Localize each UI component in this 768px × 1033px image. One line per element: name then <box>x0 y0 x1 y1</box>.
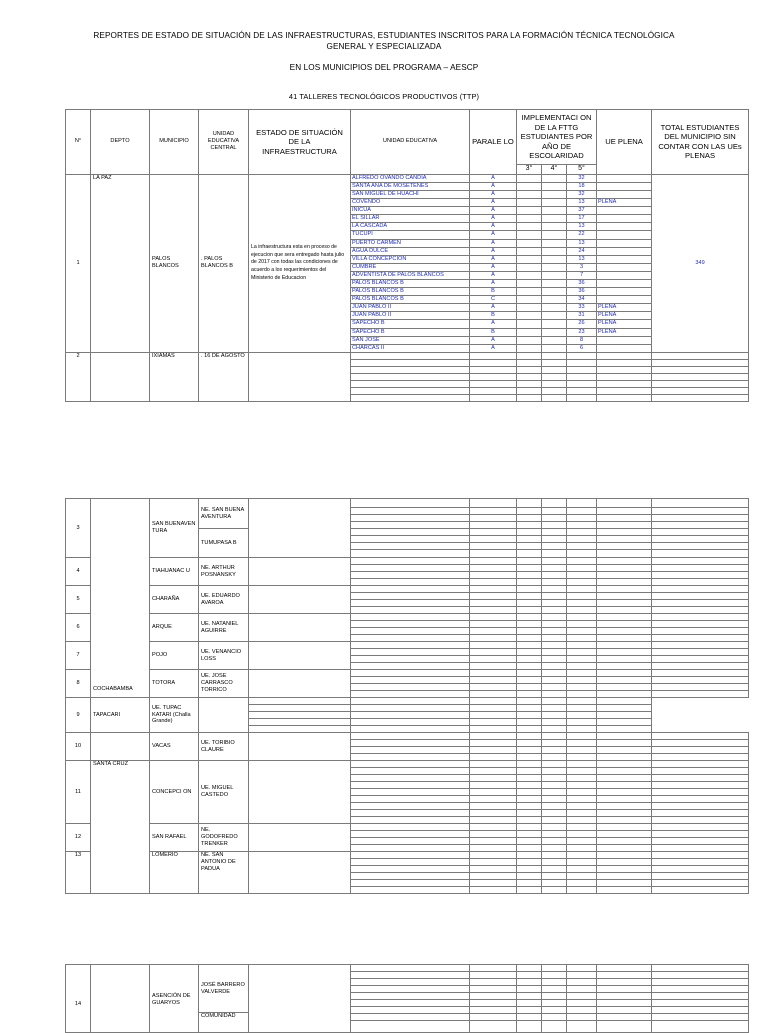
row-depto: LA PAZ <box>91 174 150 352</box>
school-name: AGUA DULCE <box>351 247 470 255</box>
school-paralelo: A <box>470 239 517 247</box>
school-name: CUMBRE <box>351 263 470 271</box>
row-num: 9 <box>66 698 91 733</box>
table-caption: 41 TALLERES TECNOLÓGICOS PRODUCTIVOS (TTP) <box>288 92 480 101</box>
row-ue-central: . 16 DE AGOSTO <box>199 352 249 401</box>
school-plena <box>597 182 652 190</box>
school-y5: 36 <box>567 279 597 287</box>
school-paralelo: A <box>470 199 517 207</box>
school-paralelo: A <box>470 182 517 190</box>
col-header-ue-central: UNIDAD EDUCATIVA CENTRAL <box>199 110 249 175</box>
school-paralelo: B <box>470 288 517 296</box>
school-paralelo: B <box>470 328 517 336</box>
col-header-num: N° <box>66 110 91 175</box>
school-paralelo: C <box>470 296 517 304</box>
row-municipio: CONCEPCI ON <box>150 761 199 824</box>
school-y5: 31 <box>567 312 597 320</box>
table-row <box>66 499 749 529</box>
row-municipio: ASENCIÓN DE GUARYOS <box>150 965 199 1033</box>
school-plena: PLENA <box>597 312 652 320</box>
col-header-ue-plena: UE PLENA <box>597 110 652 175</box>
row-ue-central: NE. GODOFREDO TRENKER <box>199 824 249 852</box>
school-y5: 22 <box>567 231 597 239</box>
school-name: JUAN PABLO II <box>351 312 470 320</box>
row-municipio: IXIAMAS <box>150 352 199 401</box>
col-header-total: TOTAL ESTUDIANTES DEL MUNICIPIO SIN CONTAR CON LAS UEs PLENAS <box>652 110 749 175</box>
row-num: 11 <box>66 761 91 824</box>
school-plena <box>597 279 652 287</box>
row-num: 10 <box>66 733 91 761</box>
school-name: SAPECHO B <box>351 320 470 328</box>
school-name: PALOS BLANCOS B <box>351 296 470 304</box>
school-plena <box>597 247 652 255</box>
school-paralelo: A <box>470 304 517 312</box>
school-plena <box>597 223 652 231</box>
school-y5: 32 <box>567 190 597 198</box>
school-plena <box>597 263 652 271</box>
school-plena: PLENA <box>597 320 652 328</box>
row-ue-central: UE. EDUARDO AVAROA <box>199 586 249 614</box>
col-header-year5: 5° <box>567 165 597 175</box>
row-municipio: LOMERIO <box>150 852 199 894</box>
school-name: CHARCAS II <box>351 344 470 352</box>
row-num: 5 <box>66 586 91 614</box>
col-header-estado: ESTADO DE SITUACIÓN DE LA INFRAESTRUCTURA <box>249 110 351 175</box>
school-paralelo: A <box>470 231 517 239</box>
school-y5: 26 <box>567 320 597 328</box>
school-paralelo: B <box>470 312 517 320</box>
table-row <box>66 733 749 761</box>
school-paralelo: A <box>470 320 517 328</box>
row-ue-central-2: COMUNIDAD <box>199 1013 249 1033</box>
row-ue-central: UE. TORIBIO CLAURE <box>199 733 249 761</box>
school-plena <box>597 190 652 198</box>
school-paralelo: A <box>470 247 517 255</box>
table-row <box>66 698 749 733</box>
col-header-depto: DEPTO <box>91 110 150 175</box>
school-plena <box>597 239 652 247</box>
row-ue-central: UE. JOSE CARRASCO TORRICO <box>199 670 249 698</box>
school-y5: 3 <box>567 263 597 271</box>
school-paralelo: A <box>470 271 517 279</box>
school-name: LA CASCADA <box>351 223 470 231</box>
school-plena <box>597 231 652 239</box>
school-name: INICUA <box>351 207 470 215</box>
school-paralelo: A <box>470 223 517 231</box>
school-paralelo: A <box>470 215 517 223</box>
school-name: EL SILLAR <box>351 215 470 223</box>
school-plena <box>597 215 652 223</box>
col-header-ue: UNIDAD EDUCATIVA <box>351 110 470 175</box>
school-y5: 7 <box>567 271 597 279</box>
row-num: 14 <box>66 965 91 1033</box>
school-plena <box>597 296 652 304</box>
row-estado: La infraestructura esta en proceso de ejecucion que sera entregado hasta julio de 2017 con todas las condiciones de acuerdo a los requerimientos del Ministerio de Educacion <box>249 174 351 352</box>
school-paralelo: A <box>470 336 517 344</box>
school-name: ALFREDO OVANDO CANDIA <box>351 174 470 182</box>
school-y5: 13 <box>567 239 597 247</box>
row-ue-central: UE. TUPAC KATARI (Challa Grande) <box>150 698 199 733</box>
row-ue-central: UE. NATANIEL AGUIRRE <box>199 614 249 642</box>
table-row <box>66 965 749 1013</box>
school-name: SAPECHO B <box>351 328 470 336</box>
school-plena <box>597 271 652 279</box>
table-block-3 <box>65 964 749 1033</box>
table-row <box>66 761 749 824</box>
row-municipio: TAPACARI <box>91 698 150 733</box>
school-paralelo: A <box>470 279 517 287</box>
school-name: ADVENTISTA DE PALOS BLANCOS <box>351 271 470 279</box>
row-municipio: TOTORA <box>150 670 199 698</box>
school-plena: PLENA <box>597 304 652 312</box>
row-municipio: TIAHUANAC U <box>150 558 199 586</box>
school-plena <box>597 288 652 296</box>
school-y5: 23 <box>567 328 597 336</box>
school-y5: 37 <box>567 207 597 215</box>
school-plena <box>597 344 652 352</box>
table-row <box>66 352 749 401</box>
school-name: COVENDO <box>351 199 470 207</box>
row-total: 349 <box>652 174 749 352</box>
school-paralelo: A <box>470 174 517 182</box>
report-subtitle: EN LOS MUNICIPIOS DEL PROGRAMA – AESCP <box>289 63 479 72</box>
school-y5: 17 <box>567 215 597 223</box>
table-row <box>66 586 749 614</box>
table-row <box>66 558 749 586</box>
row-municipio: POJO <box>150 642 199 670</box>
school-y5: 32 <box>567 174 597 182</box>
school-paralelo: A <box>470 255 517 263</box>
table-row <box>66 614 749 642</box>
school-plena: PLENA <box>597 328 652 336</box>
row-municipio: CHARAÑA <box>150 586 199 614</box>
row-ue-central: NE. SAN BUENA AVENTURA <box>199 499 249 529</box>
school-name: PALOS BLANCOS B <box>351 279 470 287</box>
school-plena <box>597 255 652 263</box>
school-paralelo: A <box>470 263 517 271</box>
school-name: VILLA CONCEPCIÓN <box>351 255 470 263</box>
school-plena <box>597 207 652 215</box>
table-row <box>66 174 749 182</box>
row-num: 12 <box>66 824 91 852</box>
table-row <box>66 824 749 852</box>
table-row <box>66 852 749 894</box>
school-paralelo: A <box>470 207 517 215</box>
row-municipio: PALOS BLANCOS <box>150 174 199 352</box>
school-paralelo: A <box>470 190 517 198</box>
col-header-implementacion: IMPLEMENTACI ON DE LA FTTG ESTUDIANTES POR AÑO DE ESCOLARIDAD <box>517 110 597 165</box>
row-municipio: SAN RAFAEL <box>150 824 199 852</box>
school-name: TUCUPI <box>351 231 470 239</box>
row-municipio: SAN BUENAVEN TURA <box>150 499 199 558</box>
main-table <box>65 109 749 402</box>
row-num: 3 <box>66 499 91 558</box>
col-header-municipio: MUNICIPIO <box>150 110 199 175</box>
school-y5: 34 <box>567 296 597 304</box>
col-header-year3: 3° <box>517 165 542 175</box>
school-y5: 13 <box>567 223 597 231</box>
school-y5: 6 <box>567 344 597 352</box>
school-name: SANTA ANA DE MOSETENES <box>351 182 470 190</box>
row-num: 1 <box>66 174 91 352</box>
row-num: 7 <box>66 642 91 670</box>
row-depto: SANTA CRUZ <box>91 761 150 894</box>
school-name: PALOS BLANCOS B <box>351 288 470 296</box>
school-paralelo: A <box>470 344 517 352</box>
row-ue-central: . PALOS BLANCOS B <box>199 174 249 352</box>
table-row <box>66 670 749 698</box>
row-ue-central: UE. MIGUEL CASTEDO <box>199 761 249 824</box>
school-name: PUERTO CARMEN <box>351 239 470 247</box>
school-plena <box>597 336 652 344</box>
row-num: 4 <box>66 558 91 586</box>
report-title-line1: REPORTES DE ESTADO DE SITUACIÓN DE LAS INFRAESTRUCTURAS, ESTUDIANTES INSCRITOS PARA LA FORMACIÓN TÉCNICA TECNOLÓGICA <box>93 31 675 40</box>
row-ue-central: NE. ARTHUR POSNANSKY <box>199 558 249 586</box>
school-y5: 13 <box>567 255 597 263</box>
school-y5: 8 <box>567 336 597 344</box>
row-municipio: ARQUE <box>150 614 199 642</box>
table-row <box>66 642 749 670</box>
row-num: 8 <box>66 670 91 698</box>
col-header-year4: 4° <box>542 165 567 175</box>
school-y5: 36 <box>567 288 597 296</box>
row-num: 6 <box>66 614 91 642</box>
school-name: JUAN PABLO II <box>351 304 470 312</box>
school-plena <box>597 174 652 182</box>
row-municipio: VACAS <box>150 733 199 761</box>
table-block-2 <box>65 498 749 894</box>
school-y5: 33 <box>567 304 597 312</box>
school-y5: 18 <box>567 182 597 190</box>
row-num: 2 <box>66 352 91 401</box>
row-ue-central: JOSÉ BARRERO VALVERDE <box>199 965 249 1013</box>
col-header-paralelo: PARALE LO <box>470 110 517 175</box>
row-ue-central: NE. SAN ANTONIO DE PADUA <box>199 852 249 894</box>
school-name: SAN JOSÉ <box>351 336 470 344</box>
school-y5: 24 <box>567 247 597 255</box>
school-name: SAN MIGUEL DE HUACHI <box>351 190 470 198</box>
row-ue-central: UE. VENANCIO LOSS <box>199 642 249 670</box>
row-depto: COCHABAMBA <box>91 499 150 698</box>
row-ue-central-2: TUMUPASA B <box>199 529 249 558</box>
school-y5: 13 <box>567 199 597 207</box>
school-plena: PLENA <box>597 199 652 207</box>
report-title-line2: GENERAL Y ESPECIALIZADA <box>326 42 442 51</box>
row-num: 13 <box>66 852 91 894</box>
